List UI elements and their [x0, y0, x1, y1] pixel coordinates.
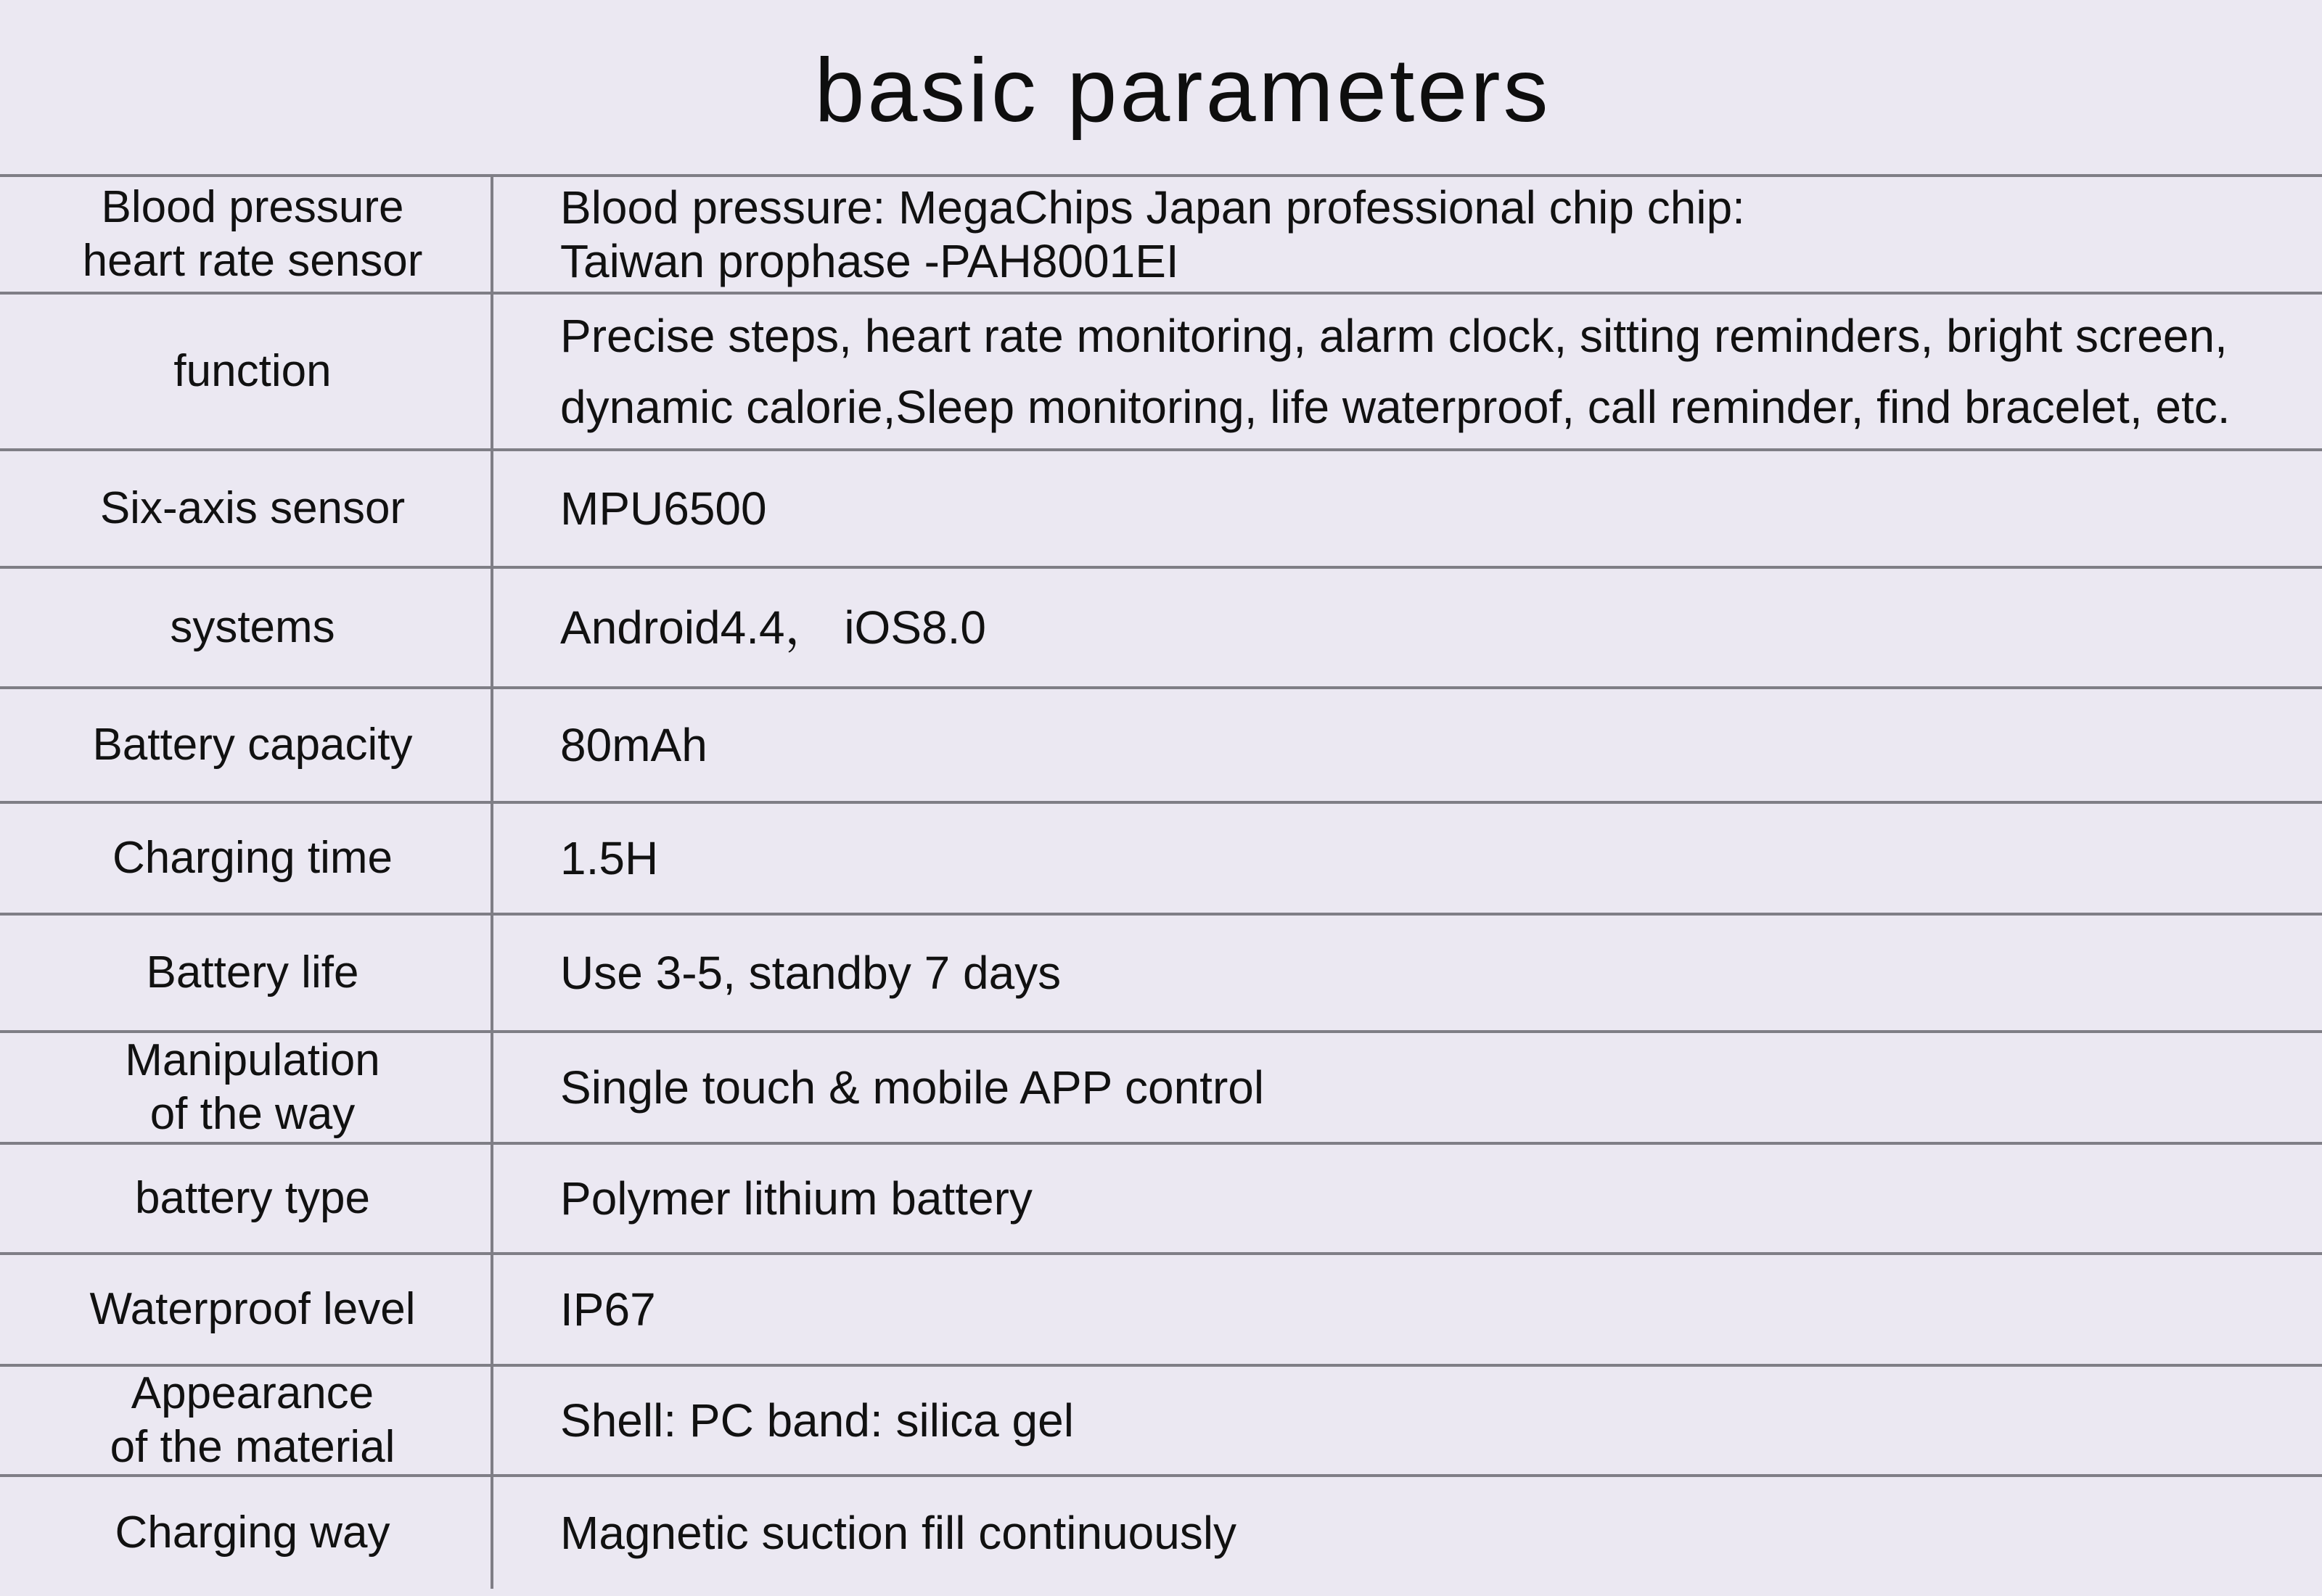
row-value: 80mAh	[560, 719, 707, 771]
row-label: Battery life	[0, 916, 493, 1030]
row-value: Single touch & mobile APP control	[560, 1061, 1265, 1114]
row-label: Six-axis sensor	[0, 451, 493, 566]
row-label: Charging way	[0, 1477, 493, 1589]
table-row	[0, 1252, 2322, 1364]
row-value: Use 3-5, standby 7 days	[560, 947, 1062, 999]
table-row	[0, 1030, 2322, 1142]
table-row	[0, 1474, 2322, 1589]
row-label: Battery capacity	[0, 689, 493, 801]
row-value: Blood pressure: MegaChips Japan professional chip chip: Taiwan prophase -PAH8001EI	[560, 181, 1745, 287]
row-value: Precise steps, heart rate monitoring, alarm clock, sitting reminders, bright screen, dynamic calorie,Sleep monitoring, life waterproof, call reminder, find bracelet, etc.	[560, 310, 2231, 433]
row-value: Android4.4， iOS8.0	[560, 601, 986, 654]
parameters-table	[0, 174, 2322, 1589]
table-row	[0, 174, 2322, 292]
table-row	[0, 913, 2322, 1030]
table-row	[0, 448, 2322, 566]
row-label: battery type	[0, 1145, 493, 1252]
table-row	[0, 566, 2322, 686]
row-value: Magnetic suction fill continuously	[560, 1507, 1237, 1559]
page-title: basic parameters	[814, 41, 1551, 141]
table-row	[0, 1364, 2322, 1474]
row-value: 1.5H	[560, 832, 659, 884]
table-row	[0, 292, 2322, 448]
row-label: Blood pressure heart rate sensor	[0, 177, 493, 292]
row-value: IP67	[560, 1283, 656, 1336]
table-row	[0, 1142, 2322, 1252]
row-label: systems	[0, 569, 493, 686]
row-label: function	[0, 295, 493, 448]
row-label: Manipulation of the way	[0, 1033, 493, 1142]
row-value: Polymer lithium battery	[560, 1172, 1033, 1225]
row-label: Waterproof level	[0, 1255, 493, 1364]
table-row	[0, 801, 2322, 913]
row-value: MPU6500	[560, 482, 767, 535]
row-value: Shell: PC band: silica gel	[560, 1394, 1074, 1447]
row-label: Charging time	[0, 804, 493, 913]
row-label: Appearance of the material	[0, 1367, 493, 1474]
table-row	[0, 686, 2322, 801]
